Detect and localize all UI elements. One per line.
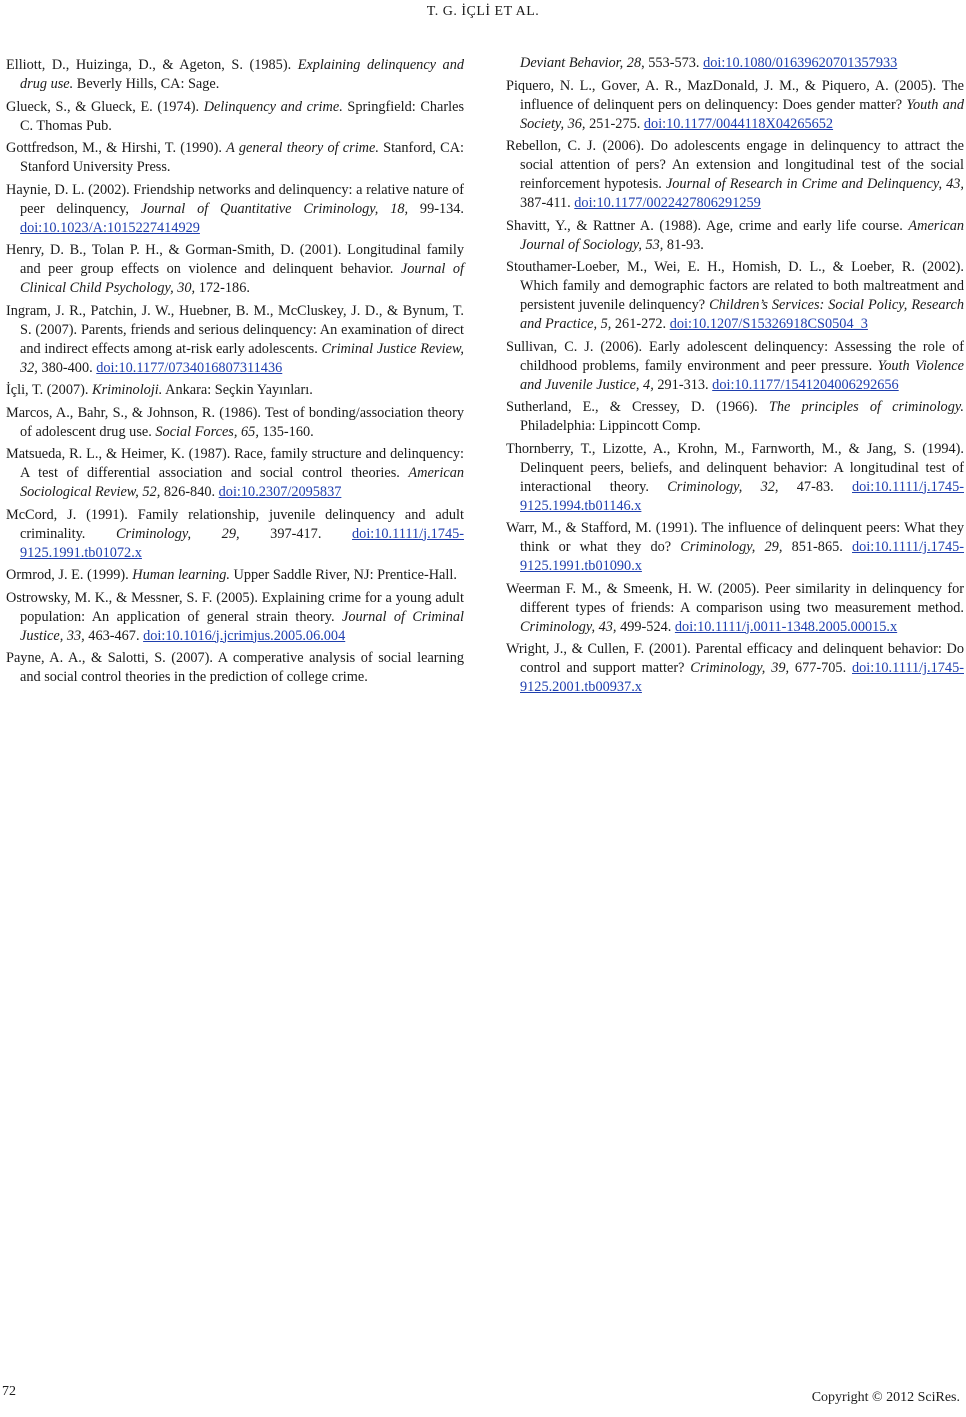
reference-text: Piquero, N. L., Gover, A. R., MazDonald, J. M., & Piquero, A. (2005). The influence of delinquent pers on delinquency: Does gender matter? [506,77,964,113]
reference-publication-details: Ankara: Seçkin Yayınları. [162,382,313,398]
reference-text: Ostrowsky, M. K., & Messner, S. F. (2005). Explaining crime for a young adult population: An application of general strain theory. [6,589,464,625]
reference-text: Gottfredson, M., & Hirshi, T. (1990). [6,140,227,156]
reference-text: Stouthamer-Loeber, M., Wei, E. H., Homish, D. L., & Loeber, R. (2002). Which family and demographic factors are related to both maltreatment and persistent juvenile delinquency? [506,259,964,313]
reference-entry [6,649,464,687]
reference-text: Glueck, S., & Glueck, E. (1974). [6,98,204,115]
reference-entry [506,640,964,697]
reference-text: Thornberry, T., Lizotte, A., Krohn, M., Farnworth, M., & Jang, S. (1994). Delinquent peers, beliefs, and delinquent behavior: A longitudinal test of interactional theory. [506,440,964,495]
reference-publication-details: Beverly Hills, CA: Sage. [73,76,220,92]
reference-entry [6,589,464,646]
reference-publication-details: 463-467. [84,627,144,644]
reference-text: Payne, A. A., & Salotti, S. (2007). A comperative analysis of social learning and social control theories in the prediction of college crime. [6,650,464,685]
reference-entry [6,445,464,502]
reference-source-title: American Journal of Sociology, 53, [520,217,964,253]
reference-entry [506,580,964,637]
reference-text: Matsueda, R. L., & Heimer, K. (1987). Race, family structure and delinquency: A test of differential association and social control theories. [6,446,464,481]
reference-entry [506,258,964,334]
reference-source-title: Explaining delinquency and drug use. [20,57,464,92]
references-left-column [6,56,464,691]
reference-publication-details: 99-134. [408,200,464,217]
reference-publication-details: 851-865. [782,539,853,555]
reference-source-title: Youth and Society, 36, [520,96,965,132]
reference-source-title: Criminology, 32, [667,478,779,495]
reference-source-title: Journal of Criminal Justice, 33, [20,608,464,644]
reference-source-title: Criminology, 43, [520,618,617,635]
reference-source-title: Youth Violence and Juvenile Justice, 4, [520,357,964,393]
reference-entry [506,440,964,516]
reference-source-title: Kriminoloji. [92,382,163,398]
reference-doi-link[interactable]: doi:10.1177/0022427806291259 [574,195,761,211]
reference-source-title: Journal of Clinical Child Psychology, 30, [20,261,464,296]
reference-text: Henry, D. B., Tolan P. H., & Gorman-Smith, D. (2001). Longitudinal family and peer group effects on violence and delinquent behavior. [6,242,464,277]
reference-publication-details: 677-705. [789,660,852,676]
reference-doi-link[interactable]: doi:10.2307/2095837 [218,484,342,500]
reference-entry [506,77,964,134]
reference-entry [6,98,464,136]
reference-text: Haynie, D. L. (2002). Friendship networks and delinquency: a relative nature of peer delinquency, [6,181,464,217]
reference-publication-details: 251-275. [585,115,644,132]
reference-text: Elliott, D., Huizinga, D., & Ageton, S. (1985). [6,57,298,73]
reference-entry [6,139,464,177]
reference-journal: Deviant Behavior, 28 [520,55,642,71]
reference-publication-details: 172-186. [195,280,250,296]
reference-source-title: Criminal Justice Review, 32, [20,340,464,376]
reference-doi-link[interactable]: doi:10.1080/01639620701357933 [703,55,898,71]
reference-entry [6,381,464,400]
reference-entry [506,338,964,395]
reference-doi-link[interactable]: doi:10.1177/1541204006292656 [712,376,899,393]
reference-doi-link[interactable]: doi:10.1111/j.1745-9125.1994.tb01146.x [520,478,964,514]
reference-text: Sullivan, C. J. (2006). Early adolescent delinquency: Assessing the role of childhood problems, family environment and peer pressure. [506,338,964,374]
reference-source-title: Journal of Quantitative Criminology, 18, [140,200,409,217]
reference-entry [6,506,464,563]
reference-text: Ormrod, J. E. (1999). [6,567,133,583]
reference-text: Marcos, A., Bahr, S., & Johnson, R. (1986). Test of bonding/association theory of adolescent drug use. [6,404,464,440]
reference-doi-link[interactable]: doi:10.1207/S15326918CS0504_3 [669,316,868,332]
reference-source-title: The principles of criminology. [768,399,964,415]
reference-source-title: Criminology, 29, [680,539,783,555]
reference-entry [6,56,464,94]
reference-text: Wright, J., & Cullen, F. (2001). Parental efficacy and delinquent behavior: Do control and support matter? [506,641,964,676]
reference-publication-details: 380-400. [37,359,97,376]
reference-publication-details: 81-93. [663,236,704,253]
reference-doi-link[interactable]: doi:10.1023/A:1015227414929 [20,219,200,236]
reference-entry [6,181,464,238]
reference-source-title: Human learning. [132,567,230,583]
reference-source-title: Delinquency and crime. [203,98,343,115]
reference-entry [6,241,464,298]
reference-text: Rebellon, C. J. (2006). Do adolescents engage in delinquency to attract the social attention of pers? An extension and longitudinal test of the social reinforcement hypotesis. [506,138,964,192]
reference-text: Warr, M., & Stafford, M. (1991). The influence of delinquent peers: What they think or what they do? [506,520,964,555]
reference-publication-details: 387-411. [520,195,575,211]
reference-entry [6,566,464,585]
reference-publication-details: Philadelphia: Lippincott Comp. [520,418,701,434]
reference-source-title: Criminology, 29, [116,525,240,542]
reference-source-title: Social Forces, 65, [155,423,259,440]
reference-doi-link[interactable]: doi:10.1177/0044118X04265652 [643,115,834,132]
reference-publication-details: 47-83. [778,478,852,495]
reference-entry [6,302,464,378]
reference-doi-link[interactable]: doi:10.1111/j.0011-1348.2005.00015.x [674,618,898,635]
reference-publication-details: 826-840. [160,484,219,500]
reference-doi-link[interactable]: doi:10.1111/j.1745-9125.2001.tb00937.x [520,660,964,695]
reference-doi-link[interactable]: doi:10.1016/j.jcrimjus.2005.06.004 [143,627,346,644]
reference-publication-details: Stanford, CA: Stanford University Press. [20,140,464,175]
references-right-column [506,54,964,701]
reference-publication-details: 499-524. [616,618,675,635]
reference-doi-link[interactable]: doi:10.1111/j.1745-9125.1991.tb01090.x [520,539,965,574]
reference-text: McCord, J. (1991). Family relationship, juvenile delinquency and adult criminality. [6,506,464,542]
reference-publication-details: 261-272. [611,316,670,332]
reference-continuation [506,54,964,73]
reference-source-title: American Sociological Review, 52, [20,465,464,500]
copyright-notice: Copyright © 2012 SciRes. [811,1390,960,1405]
reference-entry [506,137,964,213]
reference-publication-details: 135-160. [258,423,314,440]
reference-source-title: Criminology, 39, [690,660,790,676]
reference-publication-details: Upper Saddle River, NJ: Prentice-Hall. [229,567,457,583]
reference-doi-link[interactable]: doi:10.1111/j.1745-9125.1991.tb01072.x [20,525,465,561]
reference-pages: , 553-573. [641,55,704,71]
reference-text: Weerman F. M., & Smeenk, H. W. (2005). Peer similarity in delinquency for different types of friends: A comparison using two measurement method. [506,580,964,616]
reference-text: Shavitt, Y., & Rattner A. (1988). Age, crime and early life course. [506,217,909,234]
reference-source-title: Children’s Services: Social Policy, Research and Practice, 5, [520,297,964,332]
running-head: T. G. İÇLİ ET AL. [426,4,540,19]
reference-publication-details: Springfield: Charles C. Thomas Pub. [20,98,465,134]
reference-entry [506,217,964,255]
page-number: 72 [2,1384,16,1399]
reference-source-title: Journal of Research in Crime and Delinquency, 43, [665,176,964,192]
reference-entry [506,519,964,576]
reference-doi-link[interactable]: doi:10.1177/0734016807311436 [96,359,283,376]
reference-entry [506,398,964,436]
reference-source-title: A general theory of crime. [226,140,379,156]
reference-publication-details: 397-417. [239,525,353,542]
reference-text: İçli, T. (2007). [6,382,93,398]
reference-text: Ingram, J. R., Patchin, J. W., Huebner, B. M., McCluskey, J. D., & Bynum, T. S. (2007). Parents, friends and serious delinquency: An examination of direct and indirect effects among at-risk early adolescents. [6,302,464,357]
reference-publication-details: 291-313. [653,376,713,393]
reference-entry [6,404,464,442]
reference-text: Sutherland, E., & Cressey, D. (1966). [506,399,769,415]
